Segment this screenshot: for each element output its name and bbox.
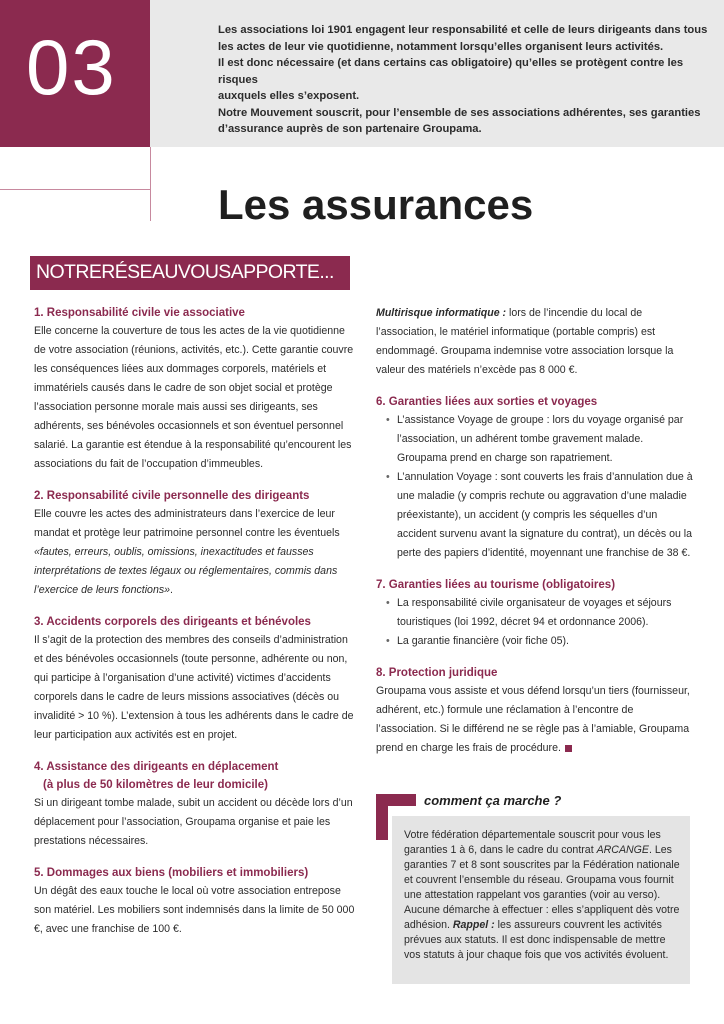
bullet-list <box>376 411 694 563</box>
section-7 <box>376 576 694 651</box>
page-title: Les assurances <box>218 181 534 228</box>
section-8 <box>376 664 694 758</box>
guide-line-vertical <box>150 147 151 221</box>
section-text: Elle concerne la couverture de tous les actes de la vie quotidienne de votre association (réunions, activités, etc.). Cette garantie couvre les conséquences liées aux dommages corporels, matériels et immatériels causés dans le cadre de son objet social et protège l’association personne morale mais aussi ses dirigeants, ses adhérents, ses bénévoles occasionnels et son éventuel personnel salarié. La garantie est étendue à la responsabilité qu’encourent les associations du fait de l’occupation d’immeubles. <box>34 325 354 470</box>
section-1 <box>34 304 356 474</box>
section-heading: 4. Assistance des dirigeants en déplacement (à plus de 50 kilomètres de leur domicile) <box>34 761 279 791</box>
section-heading: 1. Responsabilité civile vie associative <box>34 307 245 319</box>
end-square-icon <box>565 745 572 752</box>
list-item: • L’annulation Voyage : sont couverts les frais d’annulation due à une maladie (y compris rechute ou aggravation d’une maladie préexistante), un accident (y compris les séquelles d’un accident survenu avant la signature du contrat), un décès ou la perte des papiers d’identité, moyennant une franchise de 38 €. <box>386 468 694 563</box>
chapter-number-block <box>0 0 150 147</box>
comment-title: comment ça marche ? <box>424 793 562 808</box>
section-heading: 2. Responsabilité civile personnelle des dirigeants <box>34 490 310 502</box>
list-item: • L’assistance Voyage de groupe : lors du voyage organisé par l’association, un adhérent tombe gravement malade. Groupama prend en charge son rapatriement. <box>386 411 694 468</box>
section-heading: 7. Garanties liées au tourisme (obligatoires) <box>376 579 616 591</box>
section-heading: 6. Garanties liées aux sorties et voyages <box>376 396 598 408</box>
list-item: • La responsabilité civile organisateur de voyages et séjours touristiques (loi 1992, décret 94 et ordonnance 2006). <box>386 594 694 632</box>
section-4 <box>34 758 356 851</box>
section-heading: 5. Dommages aux biens (mobiliers et immobiliers) <box>34 867 309 879</box>
section-text: Multirisque informatique : lors de l’incendie du local de l’association, le matériel informatique (portable compris) est endommagé. Groupama indemnise votre association lorsque la valeur des matériels n’excède pas 8 000 €. <box>376 307 674 376</box>
bullet-list <box>376 594 694 651</box>
multirisque-informatique <box>376 304 694 380</box>
section-text: Groupama vous assiste et vous défend lorsqu’un tiers (fournisseur, adhérent, etc.) formule une réclamation à l’encontre de l’association. Si le différend ne se règle pas à l’amiable, Groupama prend en charge les frais de procédure. <box>376 685 690 754</box>
intro-text: Les associations loi 1901 engagent leur responsabilité et celle de leurs dirigeants dans tous les actes de leur vie quotidienne, notamment lorsqu’elles organisent leurs activités. Il est donc nécessaire (et dans certains cas obligatoire) qu’elles se protègent contre les risques auxquels elles s’exposent. Notre Mouvement souscrit, pour l’ensemble de ses associations adhérentes, ses garanties d’assurance auprès de son partenaire Groupama. <box>218 24 708 135</box>
section-text: Il s’agit de la protection des membres des conseils d’administration et des bénévoles occasionnels (toute personne, adhérente ou non, qui participe à l’organisation d’une activité) victimes d’accidents corporels dans le cadre de leurs missions associatives (décès ou invalidité > 10 %). L’extension à tous les adhérents dans le cadre de leur participation aux activités est en projet. <box>34 634 354 741</box>
chapter-number: 03 <box>26 23 117 111</box>
section-text: Si un dirigeant tombe malade, subit un accident ou décède lors d’un déplacement pour l’association, Groupama organise et paie les prestations nécessaires. <box>34 797 353 847</box>
section-6 <box>376 393 694 563</box>
guide-line-horizontal <box>0 189 150 190</box>
comment-text: Votre fédération départementale souscrit pour vous les garanties 1 à 6, dans le cadre du contrat ARCANGE. Les garanties 7 et 8 sont souscrites par la Fédération nationale et couvrent l’ensemble du réseau. Groupama vous fournit une attestation rappelant vos garanties (voir au verso). Aucune démarche à effectuer : elles s’appliquent dès votre adhésion. Rappel : les assureurs couvrent les activités prévues aux statuts. Il est donc indispensable de mettre vos statuts à jour chaque fois que vos activités évoluent. <box>404 829 680 961</box>
left-column <box>34 304 356 952</box>
section-3 <box>34 613 356 745</box>
section-text: Elle couvre les actes des administrateurs dans l’exercice de leur mandat et protège leur patrimoine personnel contre les éventuels «fautes, erreurs, oublis, omissions, inexactitudes et fausses interprétations de textes légaux ou réglementaires, commis dans l’exercice de leurs fonctions». <box>34 508 340 596</box>
section-2 <box>34 487 356 600</box>
section-heading: 8. Protection juridique <box>376 667 498 679</box>
section-heading: 3. Accidents corporels des dirigeants et bénévoles <box>34 616 311 628</box>
corner-bracket-top <box>376 794 416 806</box>
comment-box <box>392 816 690 984</box>
right-column <box>376 304 694 771</box>
section-text: Un dégât des eaux touche le local où votre association entrepose son matériel. Les mobiliers sont indemnisés dans la limite de 50 000 €, avec une franchise de 100 €. <box>34 885 355 935</box>
section-banner <box>30 256 350 290</box>
intro-block <box>150 0 724 147</box>
banner-text: NOTRERÉSEAUVOUSAPPORTE... <box>36 261 334 283</box>
section-5 <box>34 864 356 939</box>
list-item: • La garantie financière (voir fiche 05). <box>386 632 694 651</box>
